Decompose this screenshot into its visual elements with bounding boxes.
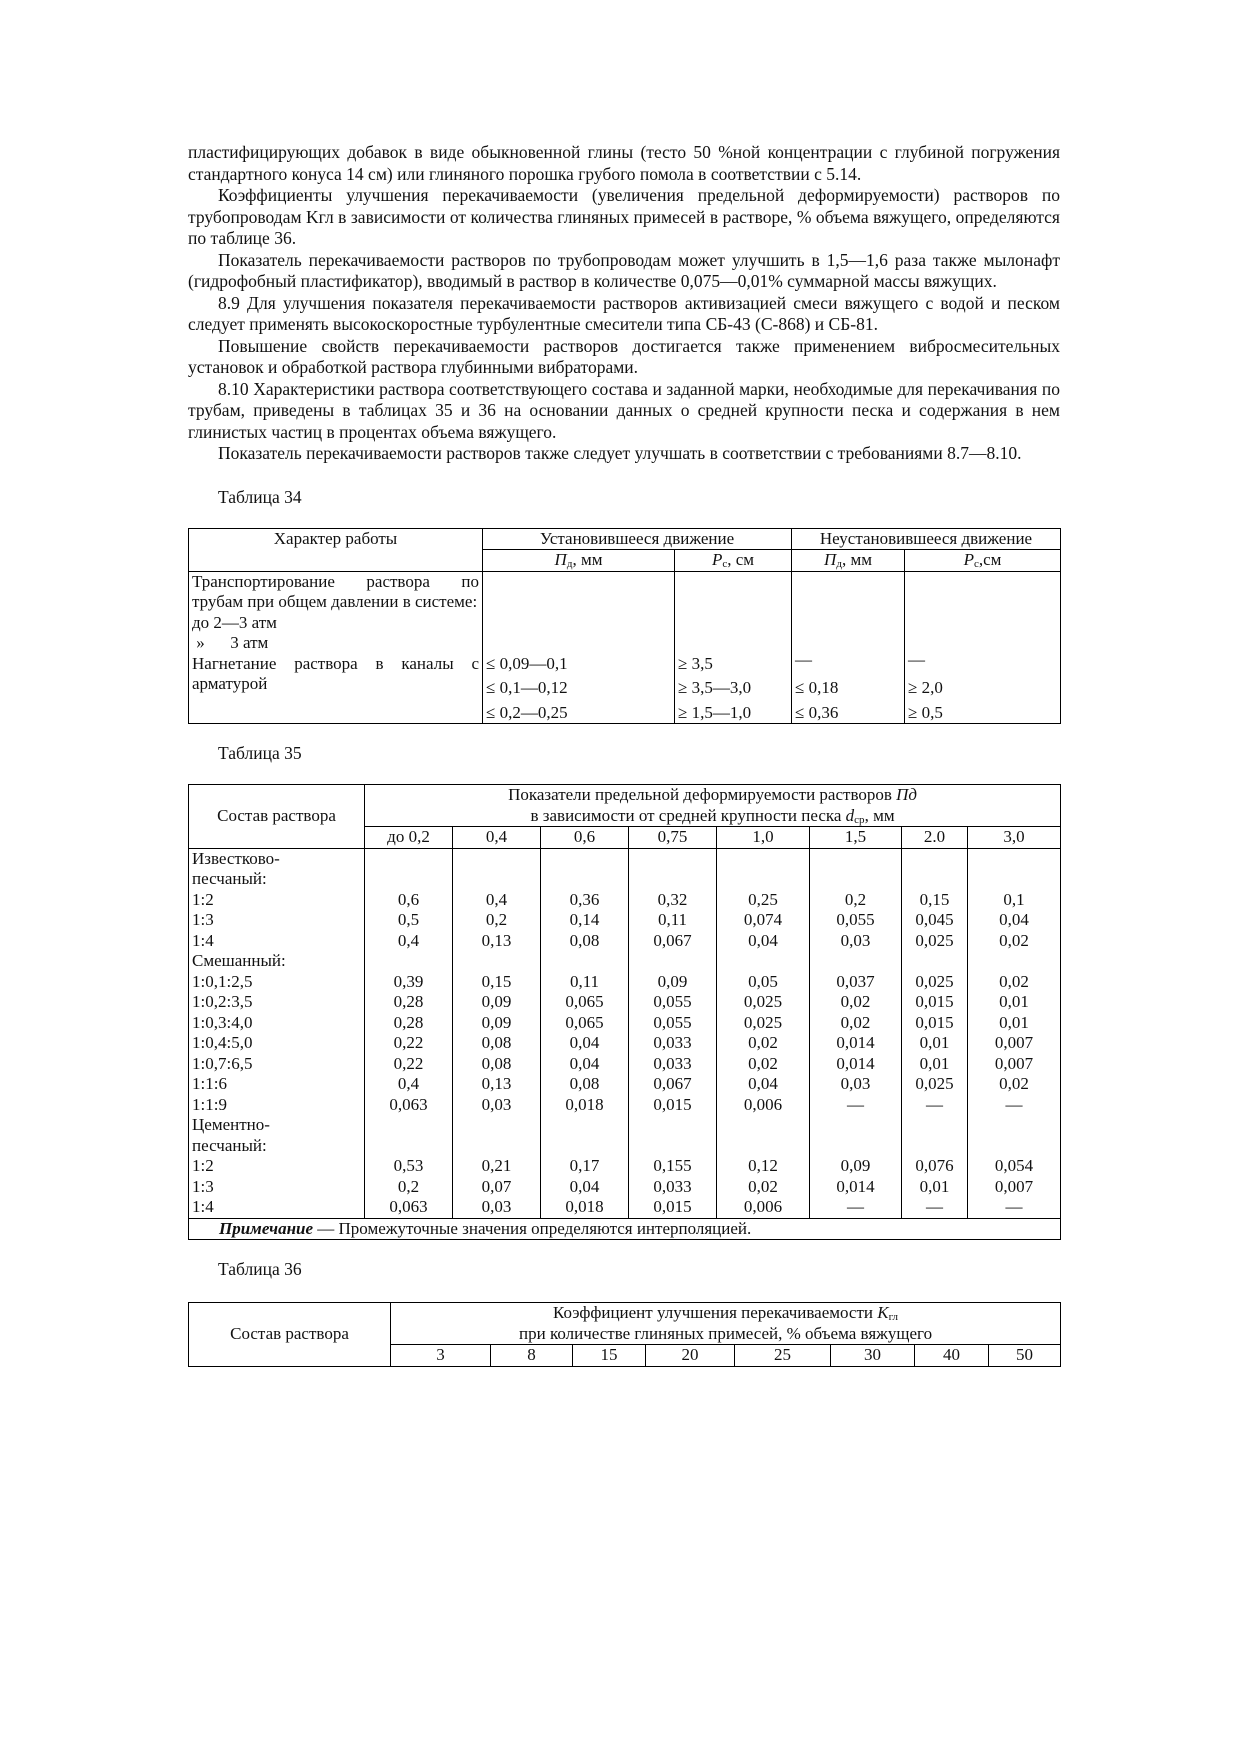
paragraph: Показатель перекачиваемости растворов также следует улучшать в соответствии с требованиями 8.7—8.10. (218, 443, 1022, 463)
table-cell: 0,063 (365, 1095, 453, 1116)
header-clay-amount: 8 (491, 1345, 573, 1367)
header-sand-size: 3,0 (968, 827, 1061, 849)
document-page (188, 142, 1060, 1367)
table-cell (453, 869, 541, 890)
table-cell (902, 1136, 968, 1157)
table-cell: 0,025 (902, 1074, 968, 1095)
table-cell (810, 1115, 902, 1136)
header-composition: Состав раствора (189, 1303, 391, 1367)
header-improvement-coefficient: Коэффициент улучшения перекачиваемости $K_{гл}$ при количестве глиняных примесей, % объема вяжущего (391, 1303, 1061, 1345)
table-cell: 0,02 (810, 992, 902, 1013)
table-cell: 0,4 (453, 890, 541, 911)
header-clay-amount: 50 (989, 1345, 1061, 1367)
table-cell: 0,1 (968, 890, 1061, 911)
header-pd-unsteady: $П_д$, мм (792, 550, 905, 572)
table-cell: 0,08 (453, 1033, 541, 1054)
header-pc-unsteady: $P_c,см$ (905, 550, 1061, 572)
table-cell: 0,025 (717, 992, 810, 1013)
table-cell: 0,02 (968, 1074, 1061, 1095)
table-cell: 0,04 (717, 1074, 810, 1095)
table-cell (717, 1115, 810, 1136)
header-sand-size: 0,4 (453, 827, 541, 849)
table-row (189, 1013, 1061, 1034)
table-cell: 0,39 (365, 972, 453, 993)
row-label: Цементно- (189, 1115, 365, 1136)
table-cell: 0,055 (629, 992, 717, 1013)
row-label: 1:0,7:6,5 (189, 1054, 365, 1075)
table-row (189, 1156, 1061, 1177)
table-cell: — (810, 1197, 902, 1218)
table-cell: 0,01 (902, 1177, 968, 1198)
header-pd-steady: $П_д$, мм (483, 550, 675, 572)
table-cell: 0,02 (717, 1177, 810, 1198)
table-cell (717, 869, 810, 890)
table-36 (188, 1302, 1061, 1367)
table-cell (453, 1136, 541, 1157)
row-label: Смешанный: (189, 951, 365, 972)
table-cell: 0,17 (541, 1156, 629, 1177)
table-cell: 0,01 (968, 1013, 1061, 1034)
header-clay-amount: 30 (831, 1345, 915, 1367)
pd-steady-cell: ≤ 0,09—0,1 ≤ 0,1—0,12 ≤ 0,2—0,25 (483, 571, 675, 724)
table-row (189, 910, 1061, 931)
table-cell (717, 848, 810, 869)
table-cell: 0,067 (629, 1074, 717, 1095)
table-cell: 0,033 (629, 1054, 717, 1075)
table-cell: 0,09 (629, 972, 717, 993)
table-cell (968, 1136, 1061, 1157)
table-cell (629, 951, 717, 972)
table-cell (810, 848, 902, 869)
header-clay-amount: 20 (646, 1345, 735, 1367)
table-cell: 0,04 (541, 1177, 629, 1198)
table-cell: 0,22 (365, 1054, 453, 1075)
table-cell: — (902, 1197, 968, 1218)
table-34-caption: Таблица 34 (218, 486, 302, 507)
table-cell: 0,04 (541, 1054, 629, 1075)
table-cell: 0,01 (968, 992, 1061, 1013)
table-cell: 0,53 (365, 1156, 453, 1177)
row-label: 1:1:9 (189, 1095, 365, 1116)
table-cell: 0,055 (629, 1013, 717, 1034)
table-cell: 0,065 (541, 992, 629, 1013)
table-cell (541, 1115, 629, 1136)
table-cell (968, 869, 1061, 890)
table-cell: 0,015 (629, 1095, 717, 1116)
table-row (189, 869, 1061, 890)
table-cell: 0,11 (541, 972, 629, 993)
table-cell: 0,15 (902, 890, 968, 911)
table-cell: 0,6 (365, 890, 453, 911)
table-cell: 0,12 (717, 1156, 810, 1177)
header-sand-size: 1,0 (717, 827, 810, 849)
header-composition: Состав раствора (189, 785, 365, 849)
table-36-caption: Таблица 36 (218, 1259, 302, 1279)
table-cell: 0,007 (968, 1177, 1061, 1198)
table-cell: 0,015 (902, 992, 968, 1013)
row-label: 1:2 (189, 890, 365, 911)
table-cell: 0,007 (968, 1054, 1061, 1075)
header-pc-steady: $P_c$, см (675, 550, 792, 572)
table-cell: 0,018 (541, 1197, 629, 1218)
table-cell: — (968, 1095, 1061, 1116)
table-cell (365, 951, 453, 972)
table-row (189, 951, 1061, 972)
row-label: 1:4 (189, 931, 365, 952)
header-clay-amount: 25 (735, 1345, 831, 1367)
table-cell: 0,04 (717, 931, 810, 952)
row-label: песчаный: (189, 869, 365, 890)
table-cell: 0,03 (810, 931, 902, 952)
table-cell: 0,07 (453, 1177, 541, 1198)
table-cell: 0,4 (365, 1074, 453, 1095)
paragraph: Показатель перекачиваемости растворов по трубопроводам может улучшить в 1,5—1,6 раза также мылонафт (гидрофобный пластификатор), вводимый в раствор в количестве 0,075—0,01% суммарной массы вяжущих. (188, 249, 1060, 291)
table-cell: 0,25 (717, 890, 810, 911)
table-cell (541, 1136, 629, 1157)
row-label: 1:0,3:4,0 (189, 1013, 365, 1034)
table-cell: 0,006 (717, 1095, 810, 1116)
table-cell: 0,2 (810, 890, 902, 911)
table-cell: 0,03 (453, 1095, 541, 1116)
header-sand-size: 0,6 (541, 827, 629, 849)
table-cell: — (902, 1095, 968, 1116)
table-cell: 0,015 (902, 1013, 968, 1034)
row-label: 1:1:6 (189, 1074, 365, 1095)
table-cell (453, 848, 541, 869)
table-cell: 0,155 (629, 1156, 717, 1177)
table-cell: 0,025 (902, 931, 968, 952)
table-cell (629, 1115, 717, 1136)
table-cell: 0,033 (629, 1177, 717, 1198)
table-cell: 0,13 (453, 931, 541, 952)
paragraph: пластифицирующих добавок в виде обыкновенной глины (тесто 50 %ной концентрации с глубиной погружения стандартного конуса 14 см) или глиняного порошка грубого помола в соответствии с 5.14. (188, 142, 1060, 184)
table-cell (717, 1136, 810, 1157)
table-row (189, 992, 1061, 1013)
table-cell: 0,08 (541, 931, 629, 952)
table-cell (541, 848, 629, 869)
table-cell: 0,067 (629, 931, 717, 952)
table-cell: 0,36 (541, 890, 629, 911)
table-cell: 0,01 (902, 1033, 968, 1054)
table-row (189, 1033, 1061, 1054)
table-cell (902, 951, 968, 972)
table-row (189, 890, 1061, 911)
header-sand-size: 0,75 (629, 827, 717, 849)
row-label: 1:2 (189, 1156, 365, 1177)
table-cell: 0,025 (717, 1013, 810, 1034)
row-label: 1:0,1:2,5 (189, 972, 365, 993)
table-cell: 0,054 (968, 1156, 1061, 1177)
table-cell: 0,05 (717, 972, 810, 993)
table-row (189, 1095, 1061, 1116)
table-cell: 0,04 (968, 910, 1061, 931)
table-cell: 0,074 (717, 910, 810, 931)
table-cell: 0,03 (810, 1074, 902, 1095)
table-cell (968, 848, 1061, 869)
header-unsteady-motion: Неустановившееся движение (792, 528, 1061, 550)
paragraph: 8.9 Для улучшения показателя перекачиваемости растворов активизацией смеси вяжущего с водой и песком следует применять высокоскоростные турбулентные смесители типа СБ-43 (С-868) и СБ-81. (188, 292, 1060, 334)
row-label: 1:4 (189, 1197, 365, 1218)
table-cell (902, 848, 968, 869)
paragraph: 8.10 Характеристики раствора соответствующего состава и заданной марки, необходимые для перекачивания по трубам, приведены в таблицах 35 и 36 на основании данных о средней крупности песка и содержания в нем глинистых частиц в процентах объема вяжущего. (188, 378, 1060, 442)
table-cell: 0,11 (629, 910, 717, 931)
table-row (189, 1136, 1061, 1157)
table-cell (810, 1136, 902, 1157)
table-35-note: Примечание — Промежуточные значения определяются интерполяцией. (189, 1218, 1061, 1240)
table-cell (968, 1115, 1061, 1136)
table-cell: 0,006 (717, 1197, 810, 1218)
table-cell: 0,21 (453, 1156, 541, 1177)
header-clay-amount: 40 (915, 1345, 989, 1367)
header-sand-size: до 0,2 (365, 827, 453, 849)
table-cell: 0,09 (810, 1156, 902, 1177)
header-clay-amount: 15 (573, 1345, 646, 1367)
table-cell (629, 1136, 717, 1157)
table-cell: 0,28 (365, 1013, 453, 1034)
table-cell (453, 951, 541, 972)
table-row (189, 1074, 1061, 1095)
table-cell (717, 951, 810, 972)
table-cell: 0,02 (968, 931, 1061, 952)
table-cell: 0,014 (810, 1033, 902, 1054)
table-cell: 0,13 (453, 1074, 541, 1095)
table-cell (365, 1115, 453, 1136)
table-cell: 0,033 (629, 1033, 717, 1054)
table-cell: 0,22 (365, 1033, 453, 1054)
table-cell: 0,02 (968, 972, 1061, 993)
pc-steady-cell: ≥ 3,5 ≥ 3,5—3,0 ≥ 1,5—1,0 (675, 571, 792, 724)
table-cell: 0,4 (365, 931, 453, 952)
table-cell: 0,037 (810, 972, 902, 993)
row-label: Известково- (189, 848, 365, 869)
paragraph: Коэффициенты улучшения перекачиваемости (увеличения предельной деформируемости) растворов по трубопроводам Kгл в зависимости от количества глиняных примесей в растворе, % объема вяжущего, определяются по таблице 36. (188, 185, 1060, 248)
table-cell: 0,09 (453, 992, 541, 1013)
table-cell: 0,02 (810, 1013, 902, 1034)
row-label: 1:3 (189, 910, 365, 931)
table-cell: 0,04 (541, 1033, 629, 1054)
row-label: 1:0,2:3,5 (189, 992, 365, 1013)
table-row (189, 1177, 1061, 1198)
table-cell: 0,045 (902, 910, 968, 931)
table-cell (629, 848, 717, 869)
table-35-caption: Таблица 35 (218, 743, 302, 763)
table-row (189, 848, 1061, 869)
row-label: 1:3 (189, 1177, 365, 1198)
paragraph: Повышение свойств перекачиваемости растворов достигается также применением вибросмесительных установок и обработкой раствора глубинными вибраторами. (188, 335, 1060, 377)
table-cell: 0,08 (453, 1054, 541, 1075)
table-35 (188, 784, 1061, 1240)
header-deformability: Показатели предельной деформируемости растворов Пд в зависимости от средней крупности песка $d_{ср}$, мм (365, 785, 1061, 827)
table-row (189, 931, 1061, 952)
table-cell: 0,015 (629, 1197, 717, 1218)
table-34 (188, 528, 1061, 725)
table-row (189, 1054, 1061, 1075)
table-cell (902, 869, 968, 890)
table-cell: 0,09 (453, 1013, 541, 1034)
table-cell: 0,2 (365, 1177, 453, 1198)
table-row (189, 1115, 1061, 1136)
table-cell: 0,065 (541, 1013, 629, 1034)
row-label: песчаный: (189, 1136, 365, 1157)
table-cell (453, 1115, 541, 1136)
pc-unsteady-cell: — ≥ 2,0 ≥ 0,5 (905, 571, 1061, 724)
table-cell: 0,03 (453, 1197, 541, 1218)
table-cell: 0,32 (629, 890, 717, 911)
table-cell (810, 869, 902, 890)
table-cell: 0,018 (541, 1095, 629, 1116)
header-steady-motion: Установившееся движение (483, 528, 792, 550)
table-cell: 0,14 (541, 910, 629, 931)
table-cell: 0,063 (365, 1197, 453, 1218)
table-cell (810, 951, 902, 972)
table-cell: — (810, 1095, 902, 1116)
header-clay-amount: 3 (391, 1345, 491, 1367)
table-cell: — (968, 1197, 1061, 1218)
table-cell: 0,2 (453, 910, 541, 931)
header-sand-size: 1,5 (810, 827, 902, 849)
table-cell: 0,007 (968, 1033, 1061, 1054)
table-cell: 0,15 (453, 972, 541, 993)
header-sand-size: 2.0 (902, 827, 968, 849)
table-cell: 0,01 (902, 1054, 968, 1075)
table-cell (365, 848, 453, 869)
table-cell (968, 951, 1061, 972)
table-cell: 0,076 (902, 1156, 968, 1177)
table-cell (365, 869, 453, 890)
pd-unsteady-cell: — ≤ 0,18 ≤ 0,36 (792, 571, 905, 724)
work-type-cell: Транспортирование раствора по трубам при общем давлении в системе: до 2—3 атм » 3 атм Нагнетание раствора в каналы с арматурой (189, 571, 483, 724)
table-cell (902, 1115, 968, 1136)
row-label: 1:0,4:5,0 (189, 1033, 365, 1054)
table-cell: 0,02 (717, 1033, 810, 1054)
table-cell: 0,025 (902, 972, 968, 993)
table-cell: 0,014 (810, 1177, 902, 1198)
table-cell: 0,02 (717, 1054, 810, 1075)
table-cell (541, 869, 629, 890)
table-row (189, 972, 1061, 993)
table-cell: 0,5 (365, 910, 453, 931)
table-cell: 0,014 (810, 1054, 902, 1075)
table-cell: 0,08 (541, 1074, 629, 1095)
table-cell (629, 869, 717, 890)
table-cell: 0,28 (365, 992, 453, 1013)
table-cell (365, 1136, 453, 1157)
table-cell (541, 951, 629, 972)
table-row (189, 1197, 1061, 1218)
header-work-type: Характер работы (189, 528, 483, 571)
table-cell: 0,055 (810, 910, 902, 931)
